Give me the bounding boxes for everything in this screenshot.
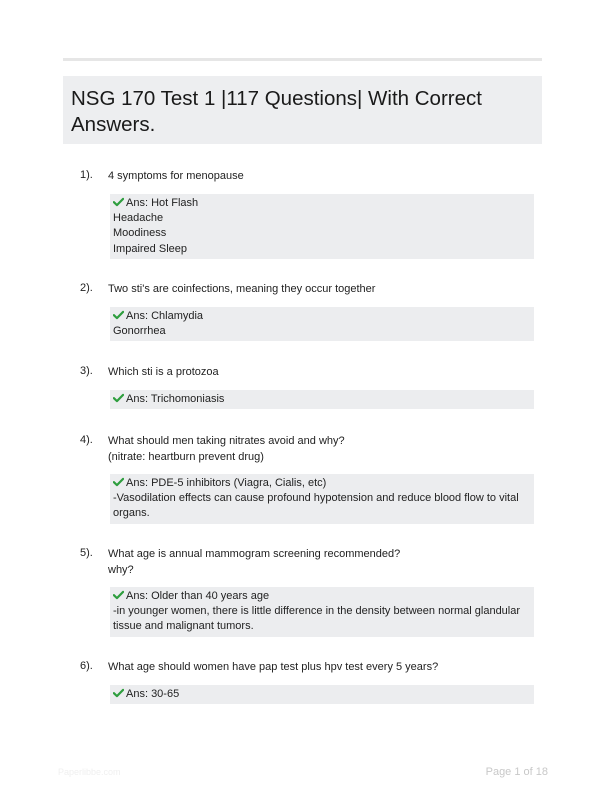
- answer-box: [110, 194, 534, 259]
- answer-line: Headache: [113, 212, 164, 225]
- answer-line: Ans: Chlamydia: [113, 309, 530, 324]
- answer-line: -in younger women, there is little difference in the density between normal glandular tissue and malignant tumors.: [113, 605, 521, 633]
- question-number: 6).: [80, 660, 93, 672]
- answer-box: [110, 587, 534, 637]
- question-text: What age should women have pap test plus hpv test every 5 years?: [108, 661, 439, 673]
- answer-box: [110, 474, 534, 524]
- check-icon: [113, 197, 124, 207]
- question-number: 1).: [80, 169, 93, 181]
- answer-line: Impaired Sleep: [113, 242, 187, 255]
- top-divider: [63, 58, 542, 61]
- question-text: What age is annual mammogram screening recommended? why?: [108, 548, 401, 576]
- document-title: NSG 170 Test 1 |117 Questions| With Correct Answers.: [71, 87, 482, 136]
- answer-line: Gonorrhea: [113, 325, 166, 338]
- question-number: 4).: [80, 434, 93, 446]
- question-text: 4 symptoms for menopause: [108, 170, 244, 182]
- question-text: Two sti's are coinfections, meaning they occur together: [108, 283, 376, 295]
- answer-line: Ans: Hot Flash: [113, 196, 530, 211]
- question-number: 3).: [80, 365, 93, 377]
- question-text: Which sti is a protozoa: [108, 366, 219, 378]
- answer-box: [110, 307, 534, 341]
- footer-watermark: Paperlibbe.com: [58, 767, 121, 777]
- check-icon: [113, 477, 124, 487]
- check-icon: [113, 590, 124, 600]
- title-banner: [63, 76, 542, 144]
- question-number: 5).: [80, 547, 93, 559]
- answer-line: Ans: PDE-5 inhibitors (Viagra, Cialis, etc): [113, 476, 530, 491]
- answer-line: Moodiness: [113, 227, 167, 240]
- answer-box: [110, 685, 534, 704]
- answer-box: [110, 390, 534, 409]
- answer-line: -Vasodilation effects can cause profound hypotension and reduce blood flow to vital organs.: [113, 492, 519, 520]
- check-icon: [113, 688, 124, 698]
- answer-line: Ans: Trichomoniasis: [113, 392, 530, 407]
- check-icon: [113, 393, 124, 403]
- page-indicator: Page 1 of 18: [485, 766, 548, 778]
- check-icon: [113, 310, 124, 320]
- answer-line: Ans: Older than 40 years age: [113, 589, 530, 604]
- question-number: 2).: [80, 282, 93, 294]
- question-text: What should men taking nitrates avoid and why? (nitrate: heartburn prevent drug): [108, 435, 345, 463]
- answer-line: Ans: 30-65: [113, 687, 530, 702]
